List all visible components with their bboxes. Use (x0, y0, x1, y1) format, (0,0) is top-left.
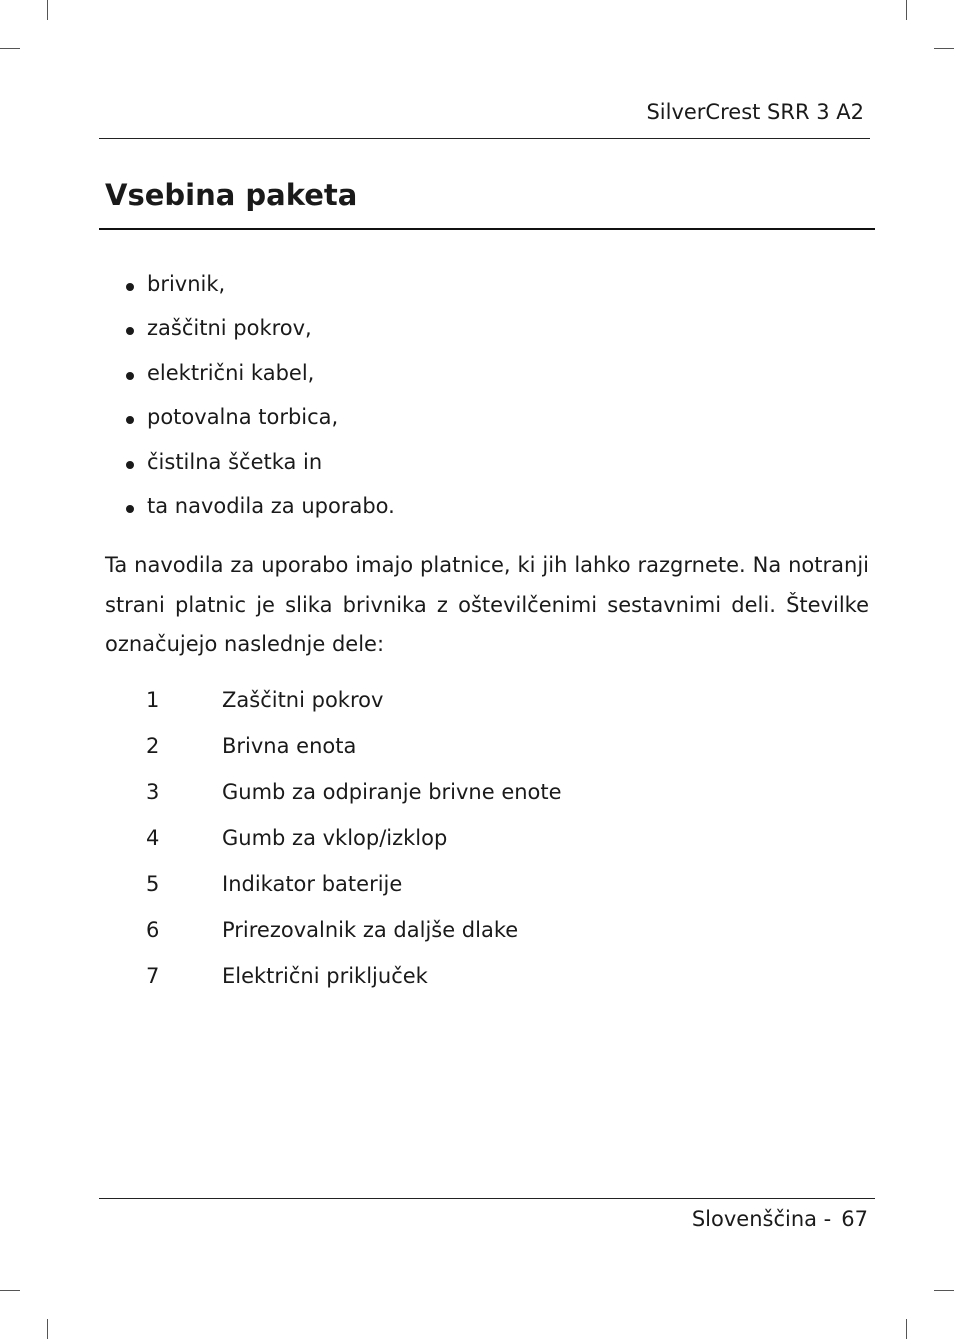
crop-mark (934, 48, 954, 49)
package-contents-list (126, 272, 395, 538)
crop-mark (906, 1319, 907, 1339)
part-number: 3 (146, 780, 160, 804)
part-row (146, 872, 562, 918)
parts-list (146, 688, 562, 1010)
bullet-icon (126, 461, 134, 469)
part-label: Indikator baterije (222, 872, 403, 896)
list-item: čistilna ščetka in (126, 450, 395, 494)
list-item: potovalna torbica, (126, 405, 395, 449)
title-divider (99, 228, 875, 230)
crop-mark (0, 48, 20, 49)
list-item: brivnik, (126, 272, 395, 316)
part-row (146, 688, 562, 734)
list-item: električni kabel, (126, 361, 395, 405)
list-item: zaščitni pokrov, (126, 316, 395, 360)
footer-language: Slovenščina - (691, 1207, 832, 1231)
part-number: 5 (146, 872, 160, 896)
part-label: Zaščitni pokrov (222, 688, 384, 712)
section-title: Vsebina paketa (105, 178, 358, 212)
part-number: 2 (146, 734, 160, 758)
part-label: Električni priključek (222, 964, 428, 988)
list-item: ta navodila za uporabo. (126, 494, 395, 538)
page-footer (692, 1207, 868, 1231)
page-number: 67 (841, 1207, 868, 1231)
part-label: Gumb za vklop/izklop (222, 826, 448, 850)
bullet-icon (126, 505, 134, 513)
part-row (146, 826, 562, 872)
part-number: 4 (146, 826, 160, 850)
crop-mark (906, 0, 907, 20)
crop-mark (0, 1290, 20, 1291)
part-number: 1 (146, 688, 160, 712)
part-label: Brivna enota (222, 734, 357, 758)
crop-mark (47, 1319, 48, 1339)
part-row (146, 734, 562, 780)
part-row (146, 964, 562, 1010)
part-number: 6 (146, 918, 160, 942)
bullet-icon (126, 327, 134, 335)
part-label: Gumb za odpiranje brivne enote (222, 780, 562, 804)
bullet-icon (126, 283, 134, 291)
part-number: 7 (146, 964, 160, 988)
bullet-icon (126, 416, 134, 424)
crop-mark (47, 0, 48, 20)
footer-divider (99, 1198, 875, 1199)
part-label: Prirezovalnik za daljše dlake (222, 918, 519, 942)
bullet-icon (126, 372, 134, 380)
intro-paragraph: Ta navodila za uporabo imajo platnice, ki jih lahko razgrnete. Na notranji strani platnic je slika brivnika z oštevilčenimi sestavnimi deli. Številke označujejo naslednje dele: (105, 553, 869, 656)
header-divider (99, 138, 870, 139)
crop-mark (934, 1290, 954, 1291)
part-row (146, 780, 562, 826)
running-header: SilverCrest SRR 3 A2 (646, 100, 864, 124)
part-row (146, 918, 562, 964)
